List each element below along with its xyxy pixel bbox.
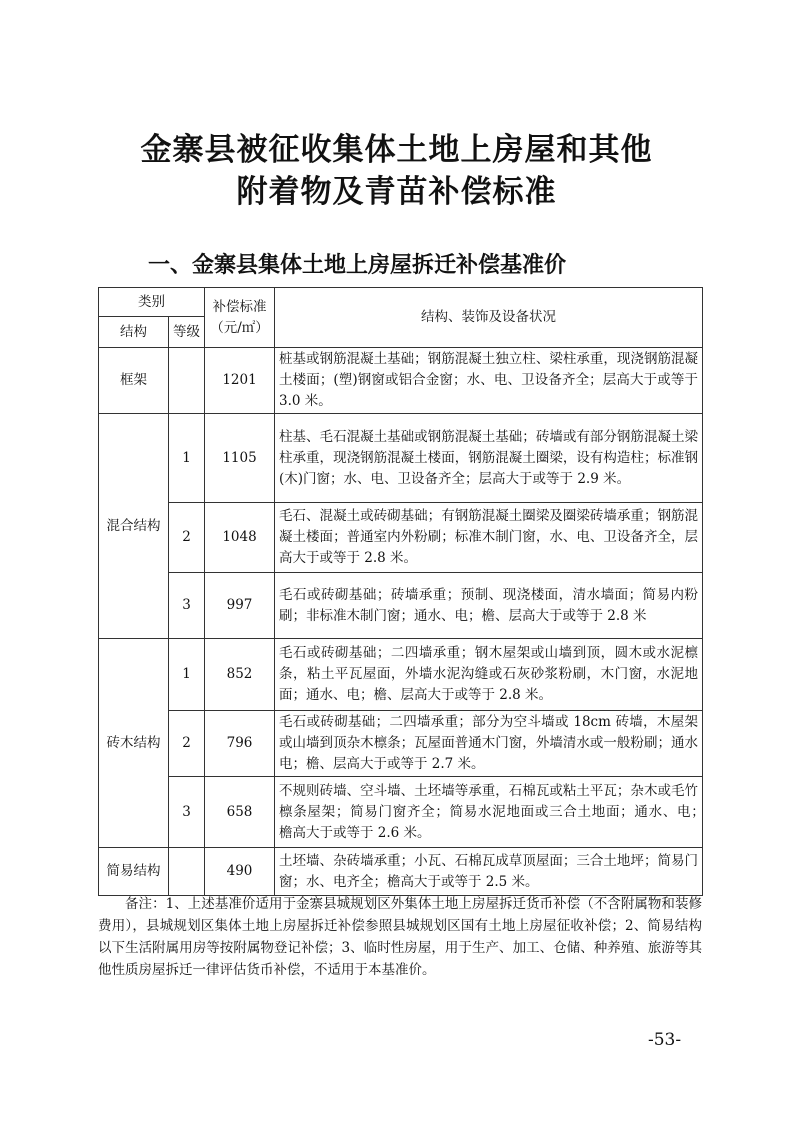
- grade-cell: 1: [169, 639, 205, 711]
- footnote: 备注：1、上述基准价适用于金寨县城规划区外集体土地上房屋拆迁货币补偿（不含附属物和装修费用），县城规划区集体土地上房屋拆迁补偿参照县城规划区国有土地上房屋征收补偿；2、简易结构以下生活附属用房等按附属物登记补偿；3、临时性房屋，用于生产、加工、仓储、种养殖、旅游等其他性质房屋拆迁一律评估货币补偿，不适用于本基准价。: [98, 896, 702, 978]
- description-cell: 土坯墙、杂砖墙承重；小瓦、石棉瓦成草顶屋面；三合土地坪；简易门窗；水、电齐全；檐高大于或等于 2.5 米。: [275, 848, 703, 896]
- compensation-table: [98, 287, 712, 896]
- grade-cell: [169, 848, 205, 896]
- description-cell: 毛石或砖砌基础；砖墙承重；预制、现浇楼面，清水墙面；简易内粉刷；非标准木制门窗；通水、电；檐、层高大于或等于 2.8 米: [275, 573, 703, 639]
- table-row: [99, 414, 703, 503]
- header-grade: 等级: [169, 317, 205, 348]
- table-row: [99, 777, 703, 848]
- price-cell: 997: [205, 573, 275, 639]
- grade-cell: 2: [169, 711, 205, 777]
- description-cell: 毛石或砖砌基础；二四墙承重；部分为空斗墙或 18cm 砖墙，木屋架或山墙到顶杂木檩条；瓦屋面普通木门窗，外墙清水或一般粉刷；通水电；檐、层高大于或等于 2.7 米。: [275, 711, 703, 777]
- price-cell: 1048: [205, 503, 275, 573]
- price-cell: 490: [205, 848, 275, 896]
- price-cell: 852: [205, 639, 275, 711]
- grade-cell: [169, 348, 205, 414]
- header-standard-line-2: （元/㎡）: [210, 319, 269, 336]
- structure-cell: 框架: [99, 348, 169, 414]
- grade-cell: 2: [169, 503, 205, 573]
- page-number: -53-: [648, 1030, 682, 1050]
- grade-cell: 1: [169, 414, 205, 503]
- header-standard: [205, 288, 275, 348]
- price-cell: 1201: [205, 348, 275, 414]
- table-row: [99, 503, 703, 573]
- grade-cell: 3: [169, 573, 205, 639]
- description-cell: 毛石、混凝土或砖砌基础；有钢筋混凝土圈梁及圈梁砖墙承重；钢筋混凝土楼面；普通室内外粉刷；标准木制门窗，水、电、卫设备齐全，层高大于或等于 2.8 米。: [275, 503, 703, 573]
- description-cell: 毛石或砖砌基础；二四墙承重；钢木屋架或山墙到顶，圆木或水泥檩条，粘土平瓦屋面，外墙水泥沟缝或石灰砂浆粉刷，木门窗，水泥地面；通水、电；檐、层高大于或等于 2.8 米。: [275, 639, 703, 711]
- document-title-line-2: 附着物及青苗补偿标准: [236, 174, 557, 210]
- table-row: [99, 848, 703, 896]
- table-row: [99, 711, 703, 777]
- document-title-line-1: 金寨县被征收集体土地上房屋和其他: [140, 132, 653, 168]
- grade-cell: 3: [169, 777, 205, 848]
- structure-cell: 砖木结构: [99, 639, 169, 848]
- header-structure: 结构: [99, 317, 169, 348]
- table-row: [99, 348, 703, 414]
- header-standard-line-1: 补偿标准: [212, 298, 267, 315]
- table-row: [99, 639, 703, 711]
- structure-cell: 简易结构: [99, 848, 169, 896]
- price-cell: 1105: [205, 414, 275, 503]
- section-heading: 一、金寨县集体土地上房屋拆迁补偿基准价: [148, 253, 567, 278]
- table-row: [99, 573, 703, 639]
- price-cell: 658: [205, 777, 275, 848]
- header-category: 类别: [99, 288, 205, 317]
- description-cell: 不规则砖墙、空斗墙、土坯墙等承重，石棉瓦或粘土平瓦；杂木或毛竹檩条屋架；简易门窗齐全；简易水泥地面或三合土地面；通水、电； 檐高大于或等于 2.6 米。: [275, 777, 703, 848]
- structure-cell: 混合结构: [99, 414, 169, 639]
- description-cell: 桩基或钢筋混凝土基础；钢筋混凝土独立柱、梁柱承重，现浇钢筋混凝土楼面；(塑)钢窗或铝合金窗；水、电、卫设备齐全；层高大于或等于 3.0 米。: [275, 348, 703, 414]
- price-cell: 796: [205, 711, 275, 777]
- header-description: 结构、装饰及设备状况: [275, 288, 703, 348]
- description-cell: 柱基、毛石混凝土基础或钢筋混凝土基础；砖墙或有部分钢筋混凝土梁柱承重，现浇钢筋混凝土楼面，钢筋混凝土圈梁，设有构造柱；标准钢(木)门窗；水、电、卫设备齐全；层高大于或等于 2.9 米。: [275, 414, 703, 503]
